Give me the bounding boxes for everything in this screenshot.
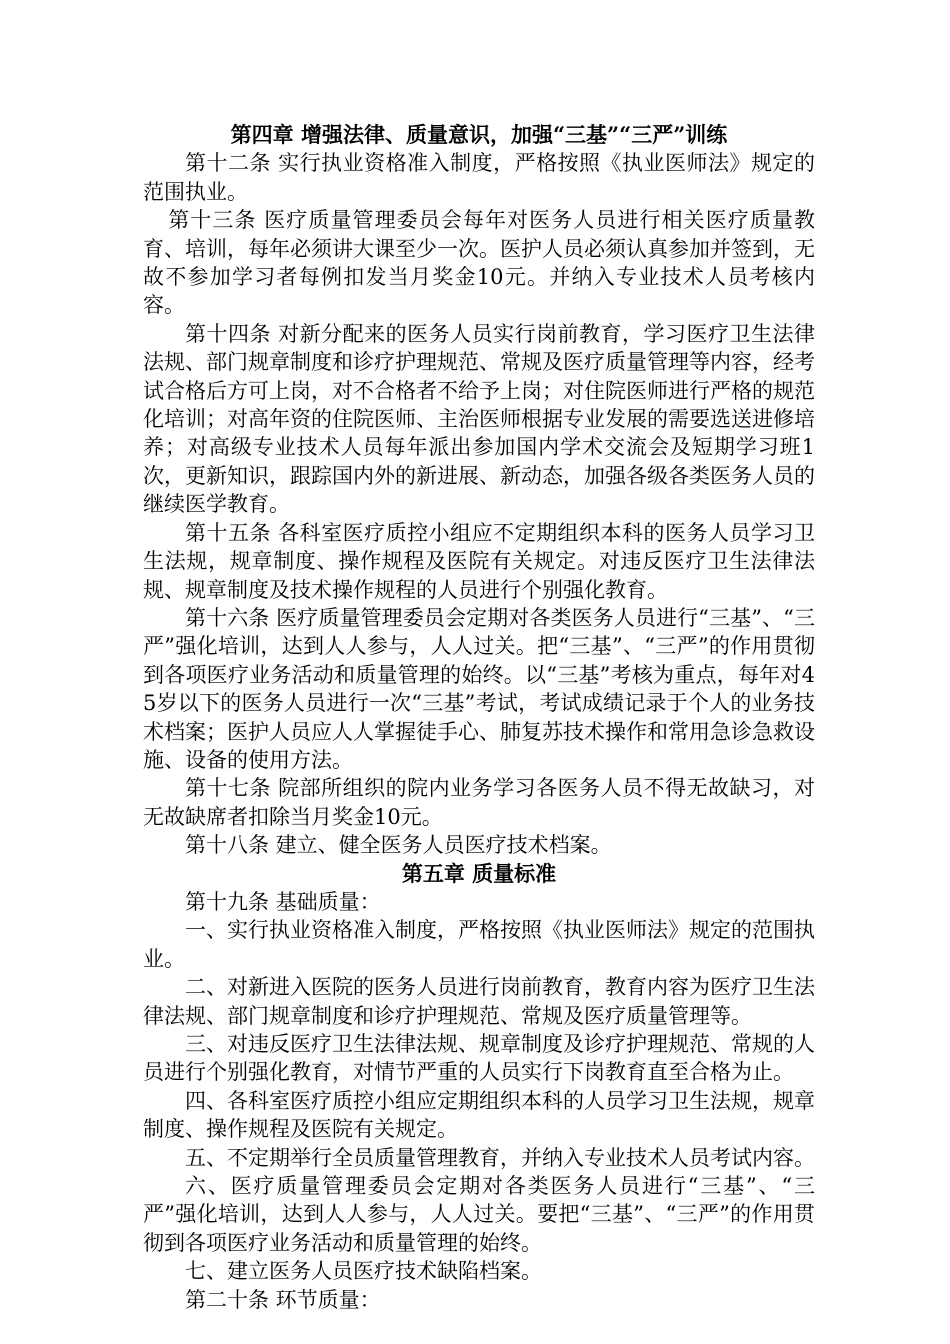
basic-quality-item-5: 五、不定期举行全员质量管理教育，并纳入专业技术人员考试内容。: [185, 1145, 815, 1170]
basic-quality-item-2: 二、对新进入医院的医务人员进行岗前教育，教育内容为医疗卫生法律法规、部门规章制度和诊疗护理规范、常规及医疗质量管理等。: [143, 975, 815, 1028]
basic-quality-item-1: 一、实行执业资格准入制度，严格按照《执业医师法》规定的范围执业。: [143, 918, 815, 971]
document-page: [143, 121, 815, 1314]
article-20: 第二十条 环节质量：: [185, 1287, 381, 1312]
article-14: 第十四条 对新分配来的医务人员实行岗前教育，学习医疗卫生法律法规、部门规章制度和诊疗护理规范、常规及医疗质量管理等内容，经考试合格后方可上岗，对不合格者不给予上岗；对住院医师进行严格的规范化培训；对高年资的住院医师、主治医师根据专业发展的需要选送进修培养；对高级专业技术人员每年派出参加国内学术交流会及短期学习班1次，更新知识，跟踪国内外的新进展、新动态，加强各级各类医务人员的继续医学教育。: [143, 321, 815, 517]
article-12: 第十二条 实行执业资格准入制度，严格按照《执业医师法》规定的范围执业。: [143, 151, 815, 204]
basic-quality-item-7: 七、建立医务人员医疗技术缺陷档案。: [185, 1259, 542, 1284]
basic-quality-item-4: 四、各科室医疗质控小组应定期组织本科的人员学习卫生法规，规章制度、操作规程及医院有关规定。: [143, 1088, 815, 1142]
article-13: 第十三条 医疗质量管理委员会每年对医务人员进行相关医疗质量教育、培训，每年必须讲大课至少一次。医护人员必须认真参加并签到，无故不参加学习者每例扣发当月奖金10元。并纳入专业技术人员考核内容。: [143, 208, 815, 318]
basic-quality-item-3: 三、对违反医疗卫生法律法规、规章制度及诊疗护理规范、常规的人员进行个别强化教育，对情节严重的人员实行下岗教育直至合格为止。: [143, 1032, 815, 1085]
article-18: 第十八条 建立、健全医务人员医疗技术档案。: [185, 833, 612, 858]
chapter-4-title: 第四章 增强法律、质量意识，加强“三基”“三严”训练: [230, 122, 728, 147]
basic-quality-item-6: 六、医疗质量管理委员会定期对各类医务人员进行“三基”、“三严”强化培训，达到人人参与，人人过关。要把“三基”、“三严”的作用贯彻到各项医疗业务活动和质量管理的始终。: [143, 1174, 815, 1255]
article-16: 第十六条 医疗质量管理委员会定期对各类医务人员进行“三基”、“三严”强化培训，达到人人参与，人人过关。把“三基”、“三严”的作用贯彻到各项医疗业务活动和质量管理的始终。以“三基”考核为重点，每年对45岁以下的医务人员进行一次“三基”考试，考试成绩记录于个人的业务技术档案；医护人员应人人掌握徒手心、肺复苏技术操作和常用急诊急救设施、设备的使用方法。: [143, 605, 815, 772]
article-15: 第十五条 各科室医疗质控小组应不定期组织本科的医务人员学习卫生法规，规章制度、操作规程及医院有关规定。对违反医疗卫生法律法规、规章制度及技术操作规程的人员进行个别强化教育。: [143, 520, 815, 602]
article-19: 第十九条 基础质量：: [185, 889, 381, 914]
article-17: 第十七条 院部所组织的院内业务学习各医务人员不得无故缺习，对无故缺席者扣除当月奖金10元。: [143, 776, 815, 829]
chapter-5-title: 第五章 质量标准: [401, 860, 557, 886]
